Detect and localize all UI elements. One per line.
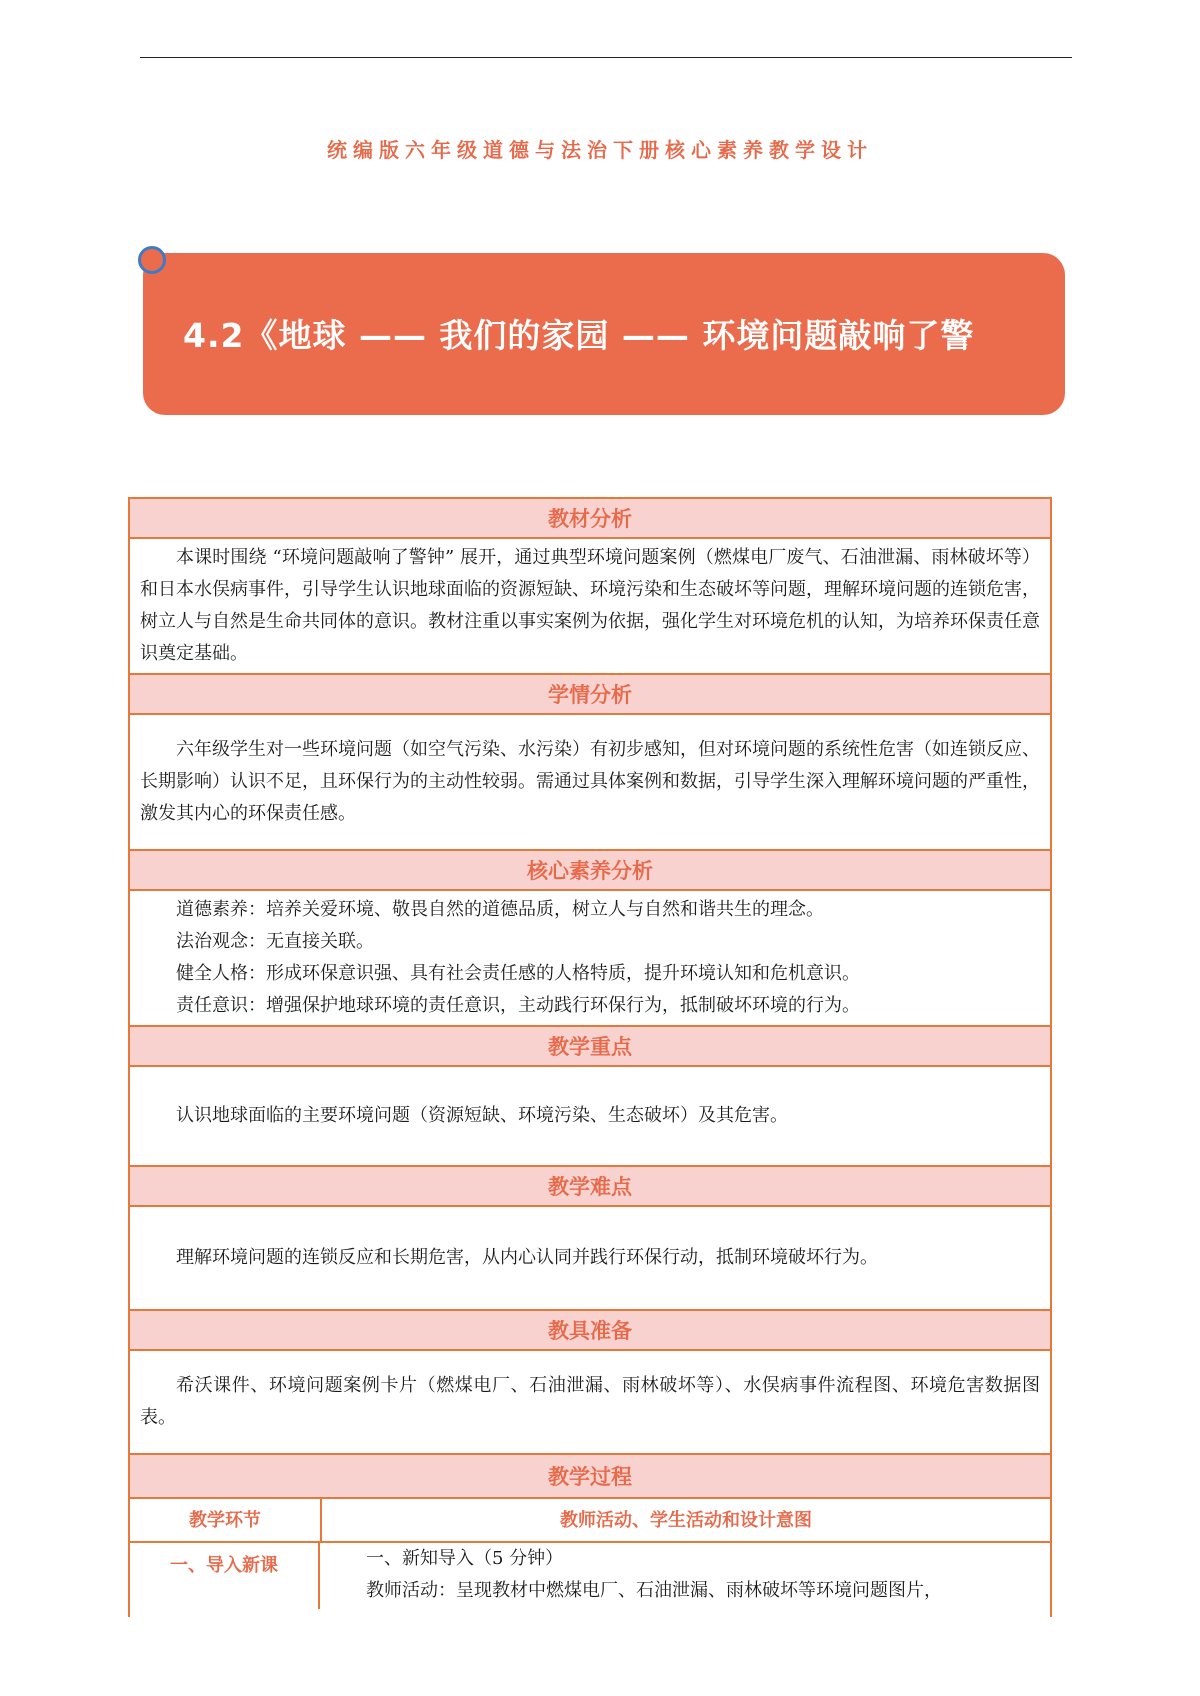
section-body-key-points	[130, 1067, 1050, 1167]
section-heading-core-literacy: 核心素养分析	[130, 851, 1050, 891]
paragraph: 理解环境问题的连锁反应和长期危害，从内心认同并践行环保行动，抵制环境破坏行为。	[176, 1247, 878, 1268]
section-body-learner-analysis	[130, 715, 1050, 851]
section-heading-difficulties: 教学难点	[130, 1167, 1050, 1207]
process-table-header	[130, 1499, 1050, 1543]
activity-line: 一、新知导入（5 分钟）	[366, 1548, 564, 1569]
title-banner	[143, 253, 1065, 415]
column-header-activities: 教师活动、学生活动和设计意图	[560, 1510, 812, 1531]
column-header-stage: 教学环节	[130, 1499, 322, 1541]
paragraph: 本课时围绕 “环境问题敲响了警钟” 展开，通过典型环境问题案例（燃煤电厂废气、石油泄漏、雨林破坏等）和日本水俣病事件，引导学生认识地球面临的资源短缺、环境污染和生态破坏等问题，理解环境问题的连锁危害，树立人与自然是生命共同体的意识。教材注重以事实案例为依据，强化学生对环境危机的认知，为培养环保责任意识奠定基础。	[140, 547, 1040, 664]
title-dot-decoration	[138, 246, 166, 274]
lesson-title: 4.2《地球 —— 我们的家园 —— 环境问题敲响了警	[183, 316, 975, 355]
activity-line: 教师活动：呈现教材中燃煤电厂、石油泄漏、雨林破坏等环境问题图片，	[366, 1580, 942, 1601]
section-heading-learner-analysis: 学情分析	[130, 675, 1050, 715]
paragraph: 希沃课件、环境问题案例卡片（燃煤电厂、石油泄漏、雨林破坏等）、水俣病事件流程图、环境危害数据图表。	[140, 1375, 1040, 1428]
paragraph: 道德素养：培养关爱环境、敬畏自然的道德品质，树立人与自然和谐共生的理念。	[176, 899, 824, 920]
activity-cell	[320, 1543, 1050, 1609]
section-heading-key-points: 教学重点	[130, 1027, 1050, 1067]
section-body-difficulties	[130, 1207, 1050, 1311]
paragraph: 认识地球面临的主要环境问题（资源短缺、环境污染、生态破坏）及其危害。	[176, 1105, 788, 1126]
section-body-teaching-aids	[130, 1351, 1050, 1455]
section-heading-teaching-aids: 教具准备	[130, 1311, 1050, 1351]
stage-cell: 一、导入新课	[130, 1543, 320, 1609]
section-body-textbook-analysis	[130, 539, 1050, 675]
section-heading-teaching-process: 教学过程	[130, 1455, 1050, 1499]
paragraph: 六年级学生对一些环境问题（如空气污染、水污染）有初步感知，但对环境问题的系统性危害（如连锁反应、长期影响）认识不足，且环保行为的主动性较弱。需通过具体案例和数据，引导学生深入理解环境问题的严重性，激发其内心的环保责任感。	[140, 739, 1040, 824]
table-row	[130, 1543, 1050, 1609]
section-body-core-literacy	[130, 891, 1050, 1027]
paragraph: 法治观念：无直接关联。	[176, 931, 374, 952]
document-header: 统编版六年级道德与法治下册核心素养教学设计	[327, 138, 873, 162]
paragraph: 责任意识：增强保护地球环境的责任意识，主动践行环保行为，抵制破坏环境的行为。	[176, 995, 860, 1016]
section-heading-textbook-analysis: 教材分析	[130, 499, 1050, 539]
lesson-plan-table	[128, 497, 1052, 1617]
top-rule	[140, 57, 1072, 58]
paragraph: 健全人格：形成环保意识强、具有社会责任感的人格特质，提升环境认知和危机意识。	[176, 963, 860, 984]
